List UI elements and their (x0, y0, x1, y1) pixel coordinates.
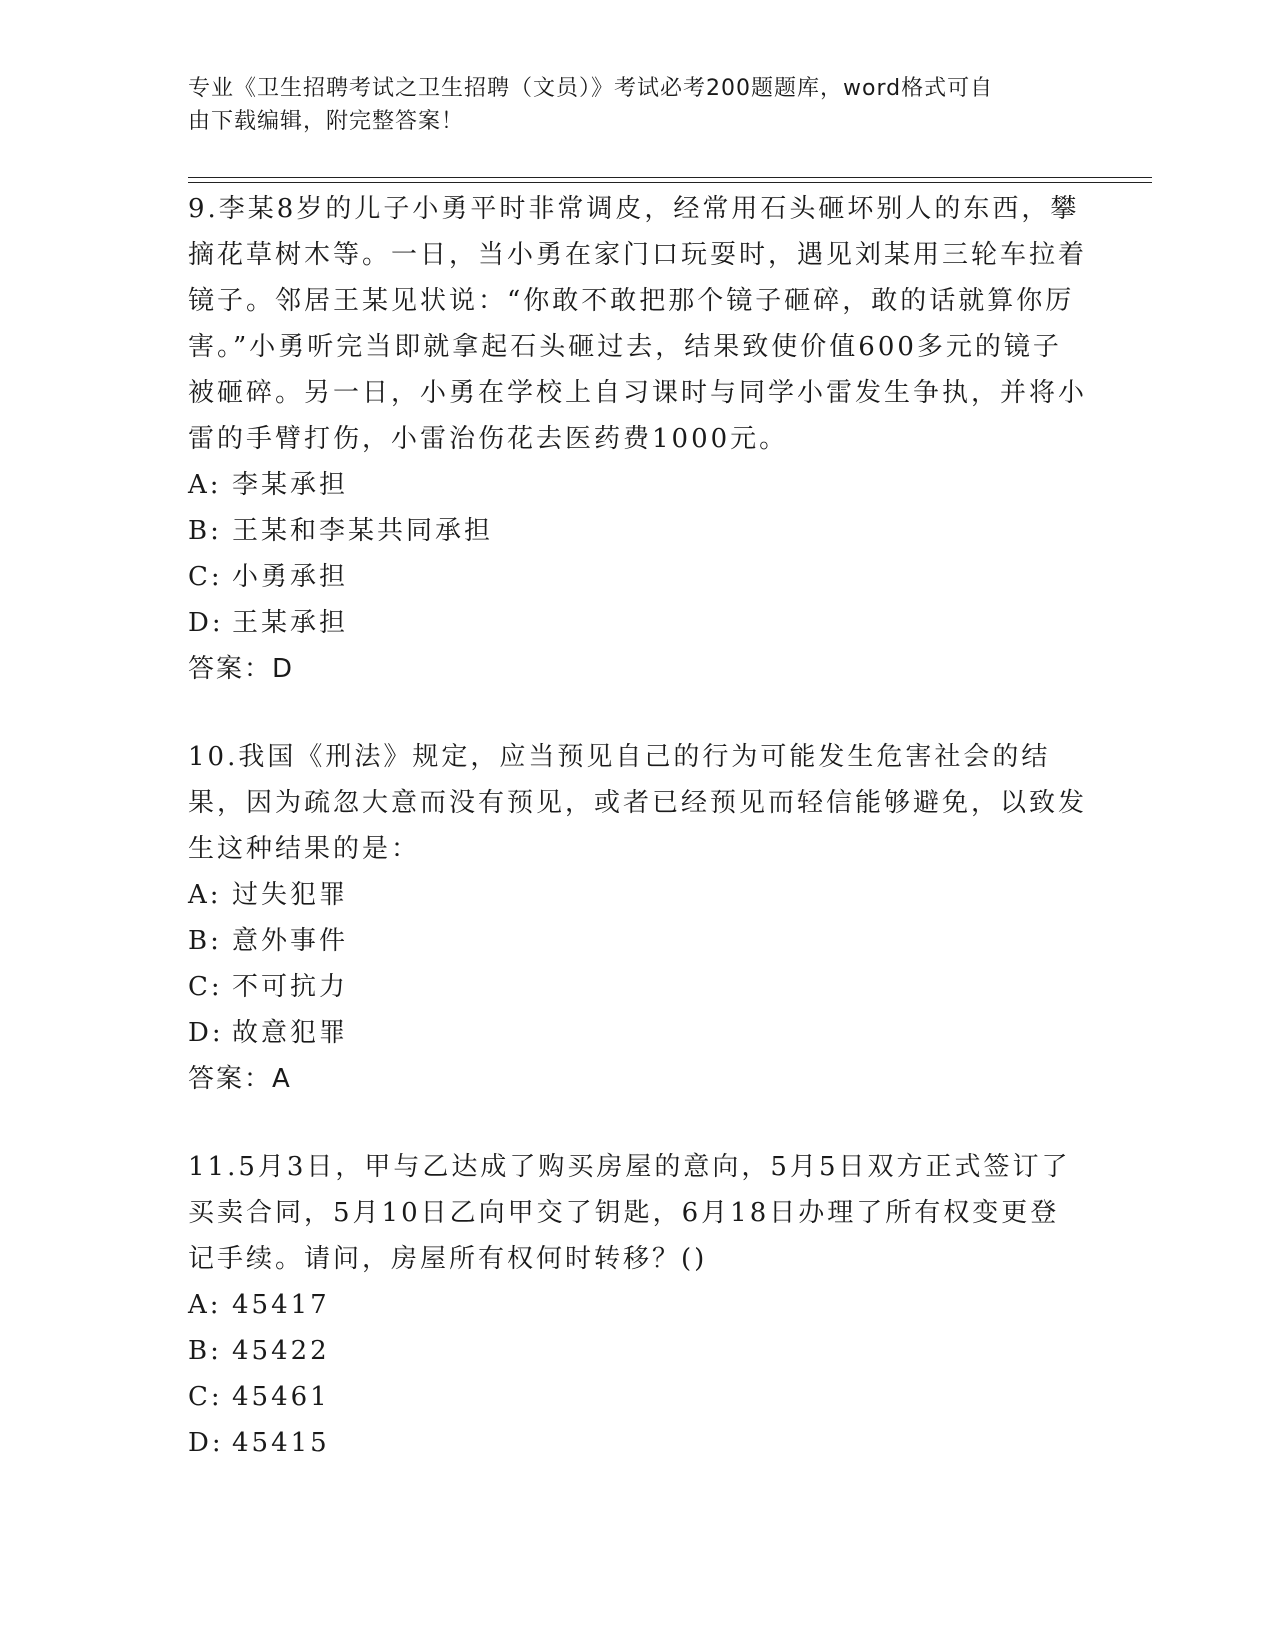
question-list (188, 186, 1088, 1466)
option-text: 王某承担 (232, 608, 349, 638)
header-line-1: 专业《卫生招聘考试之卫生招聘（文员）》考试必考200题题库，word格式可自 (188, 76, 994, 101)
option-text: 小勇承担 (232, 562, 349, 592)
option-text: 王某和李某共同承担 (232, 516, 494, 546)
option-d (188, 600, 1088, 646)
question-spacer (188, 1102, 1088, 1144)
option-label: B: (188, 926, 222, 956)
document-header (188, 72, 1068, 138)
question-text: 11.5月3日，甲与乙达成了购买房屋的意向，5月5日双方正式签订了买卖合同，5月10日乙向甲交了钥匙，6月18日办理了所有权变更登记手续。请问，房屋所有权何时转移？() (188, 1152, 1071, 1274)
question-item (188, 186, 1088, 692)
option-text: 过失犯罪 (232, 880, 349, 910)
option-text: 意外事件 (232, 926, 349, 956)
question-spacer (188, 692, 1088, 734)
option-label: A: (188, 880, 222, 910)
option-label: B: (188, 516, 222, 546)
option-a (188, 1282, 1088, 1328)
option-c (188, 1374, 1088, 1420)
option-label: D: (188, 1428, 224, 1458)
option-label: D: (188, 608, 224, 638)
option-b (188, 918, 1088, 964)
answer-line: 答案：D (188, 654, 295, 684)
option-text: 45417 (232, 1290, 330, 1320)
option-label: C: (188, 972, 223, 1002)
option-d (188, 1420, 1088, 1466)
question-text: 9.李某8岁的儿子小勇平时非常调皮，经常用石头砸坏别人的东西，攀摘花草树木等。一日，当小勇在家门口玩耍时，遇见刘某用三轮车拉着镜子。邻居王某见状说：“你敢不敢把那个镜子砸碎，敢的话就算你厉害。”小勇听完当即就拿起石头砸过去，结果致使价值600多元的镜子被砸碎。另一日，小勇在学校上自习课时与同学小雷发生争执，并将小雷的手臂打伤，小雷治伤花去医药费1000元。 (188, 194, 1088, 454)
option-text: 故意犯罪 (232, 1018, 349, 1048)
option-a (188, 872, 1088, 918)
option-text: 45422 (232, 1336, 330, 1366)
question-text: 10.我国《刑法》规定，应当预见自己的行为可能发生危害社会的结果，因为疏忽大意而没有预见，或者已经预见而轻信能够避免，以致发生这种结果的是： (188, 742, 1088, 864)
option-b (188, 1328, 1088, 1374)
header-divider-top (188, 177, 1152, 178)
option-label: B: (188, 1336, 222, 1366)
option-a (188, 462, 1088, 508)
option-c (188, 964, 1088, 1010)
question-item (188, 1144, 1088, 1466)
option-text: 45461 (232, 1382, 330, 1412)
option-d (188, 1010, 1088, 1056)
option-label: A: (188, 470, 222, 500)
option-label: D: (188, 1018, 224, 1048)
option-text: 不可抗力 (232, 972, 349, 1002)
option-text: 李某承担 (232, 470, 349, 500)
option-label: C: (188, 562, 223, 592)
question-item (188, 734, 1088, 1102)
option-b (188, 508, 1088, 554)
option-label: C: (188, 1382, 223, 1412)
option-text: 45415 (232, 1428, 330, 1458)
option-label: A: (188, 1290, 222, 1320)
option-c (188, 554, 1088, 600)
answer-line: 答案：A (188, 1064, 292, 1094)
header-divider-bottom (188, 182, 1152, 183)
header-line-2: 由下载编辑，附完整答案！ (188, 109, 465, 134)
